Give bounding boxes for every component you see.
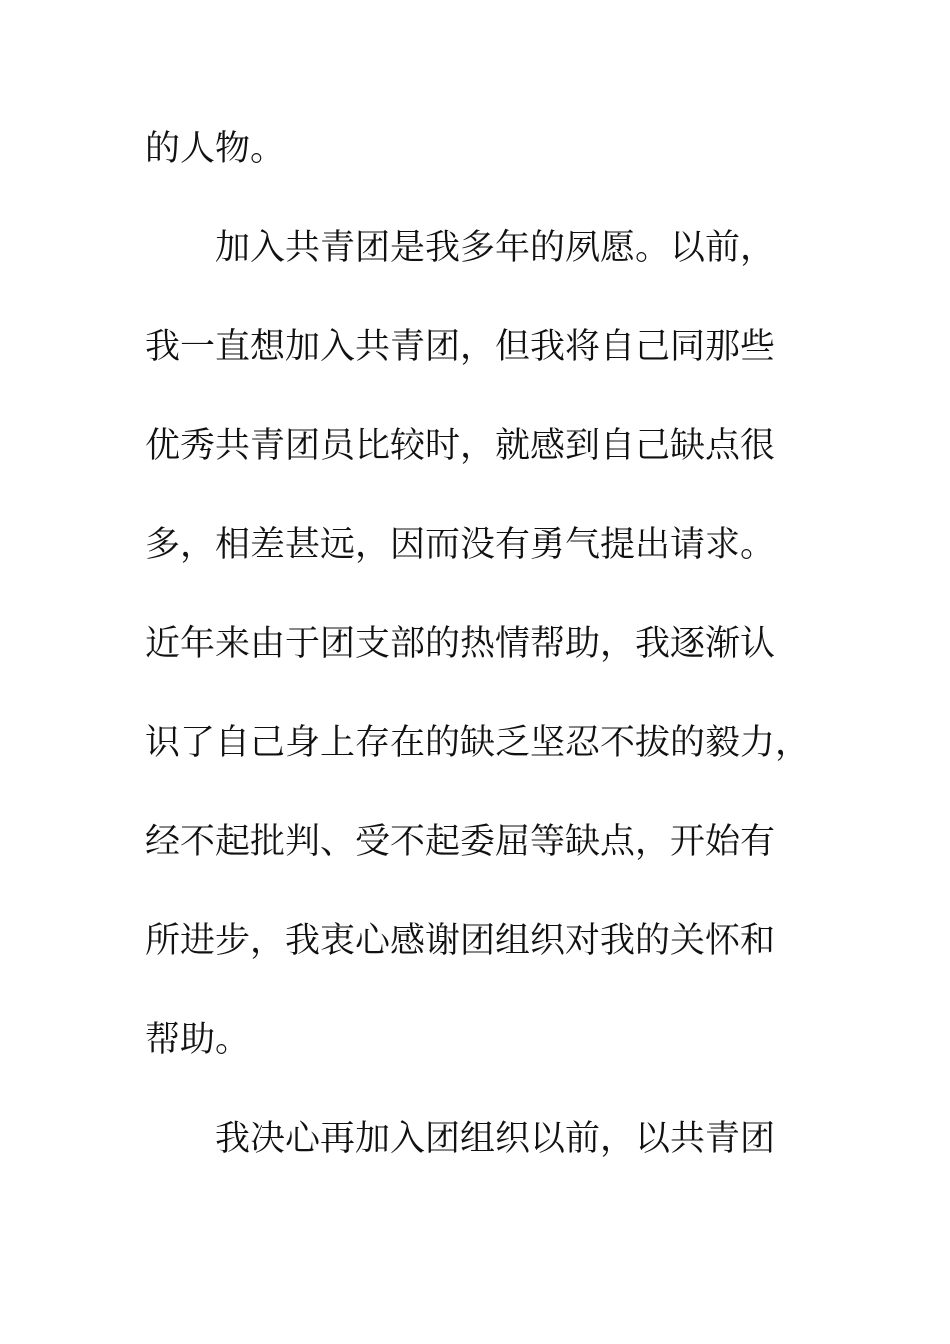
text-line: 多，相差甚远，因而没有勇气提出请求。 xyxy=(145,525,776,565)
text-line: 我一直想加入共青团，但我将自己同那些 xyxy=(145,327,776,367)
text-line: 优秀共青团员比较时，就感到自己缺点很 xyxy=(145,426,776,466)
text-line: 近年来由于团支部的热情帮助，我逐渐认 xyxy=(145,624,776,664)
document-body xyxy=(145,125,811,1214)
text-line: 所进步，我衷心感谢团组织对我的关怀和 xyxy=(145,921,776,961)
text-line: 识了自己身上存在的缺乏坚忍不拔的毅力， xyxy=(145,723,811,763)
text-line: 帮助。 xyxy=(145,1020,251,1060)
text-line: 的人物。 xyxy=(145,129,286,169)
paragraph-first-line: 我决心再加入团组织以前，以共青团 xyxy=(215,1119,776,1159)
text-line: 经不起批判、受不起委屈等缺点，开始有 xyxy=(145,822,776,862)
paragraph-first-line: 加入共青团是我多年的夙愿。以前， xyxy=(215,228,776,268)
